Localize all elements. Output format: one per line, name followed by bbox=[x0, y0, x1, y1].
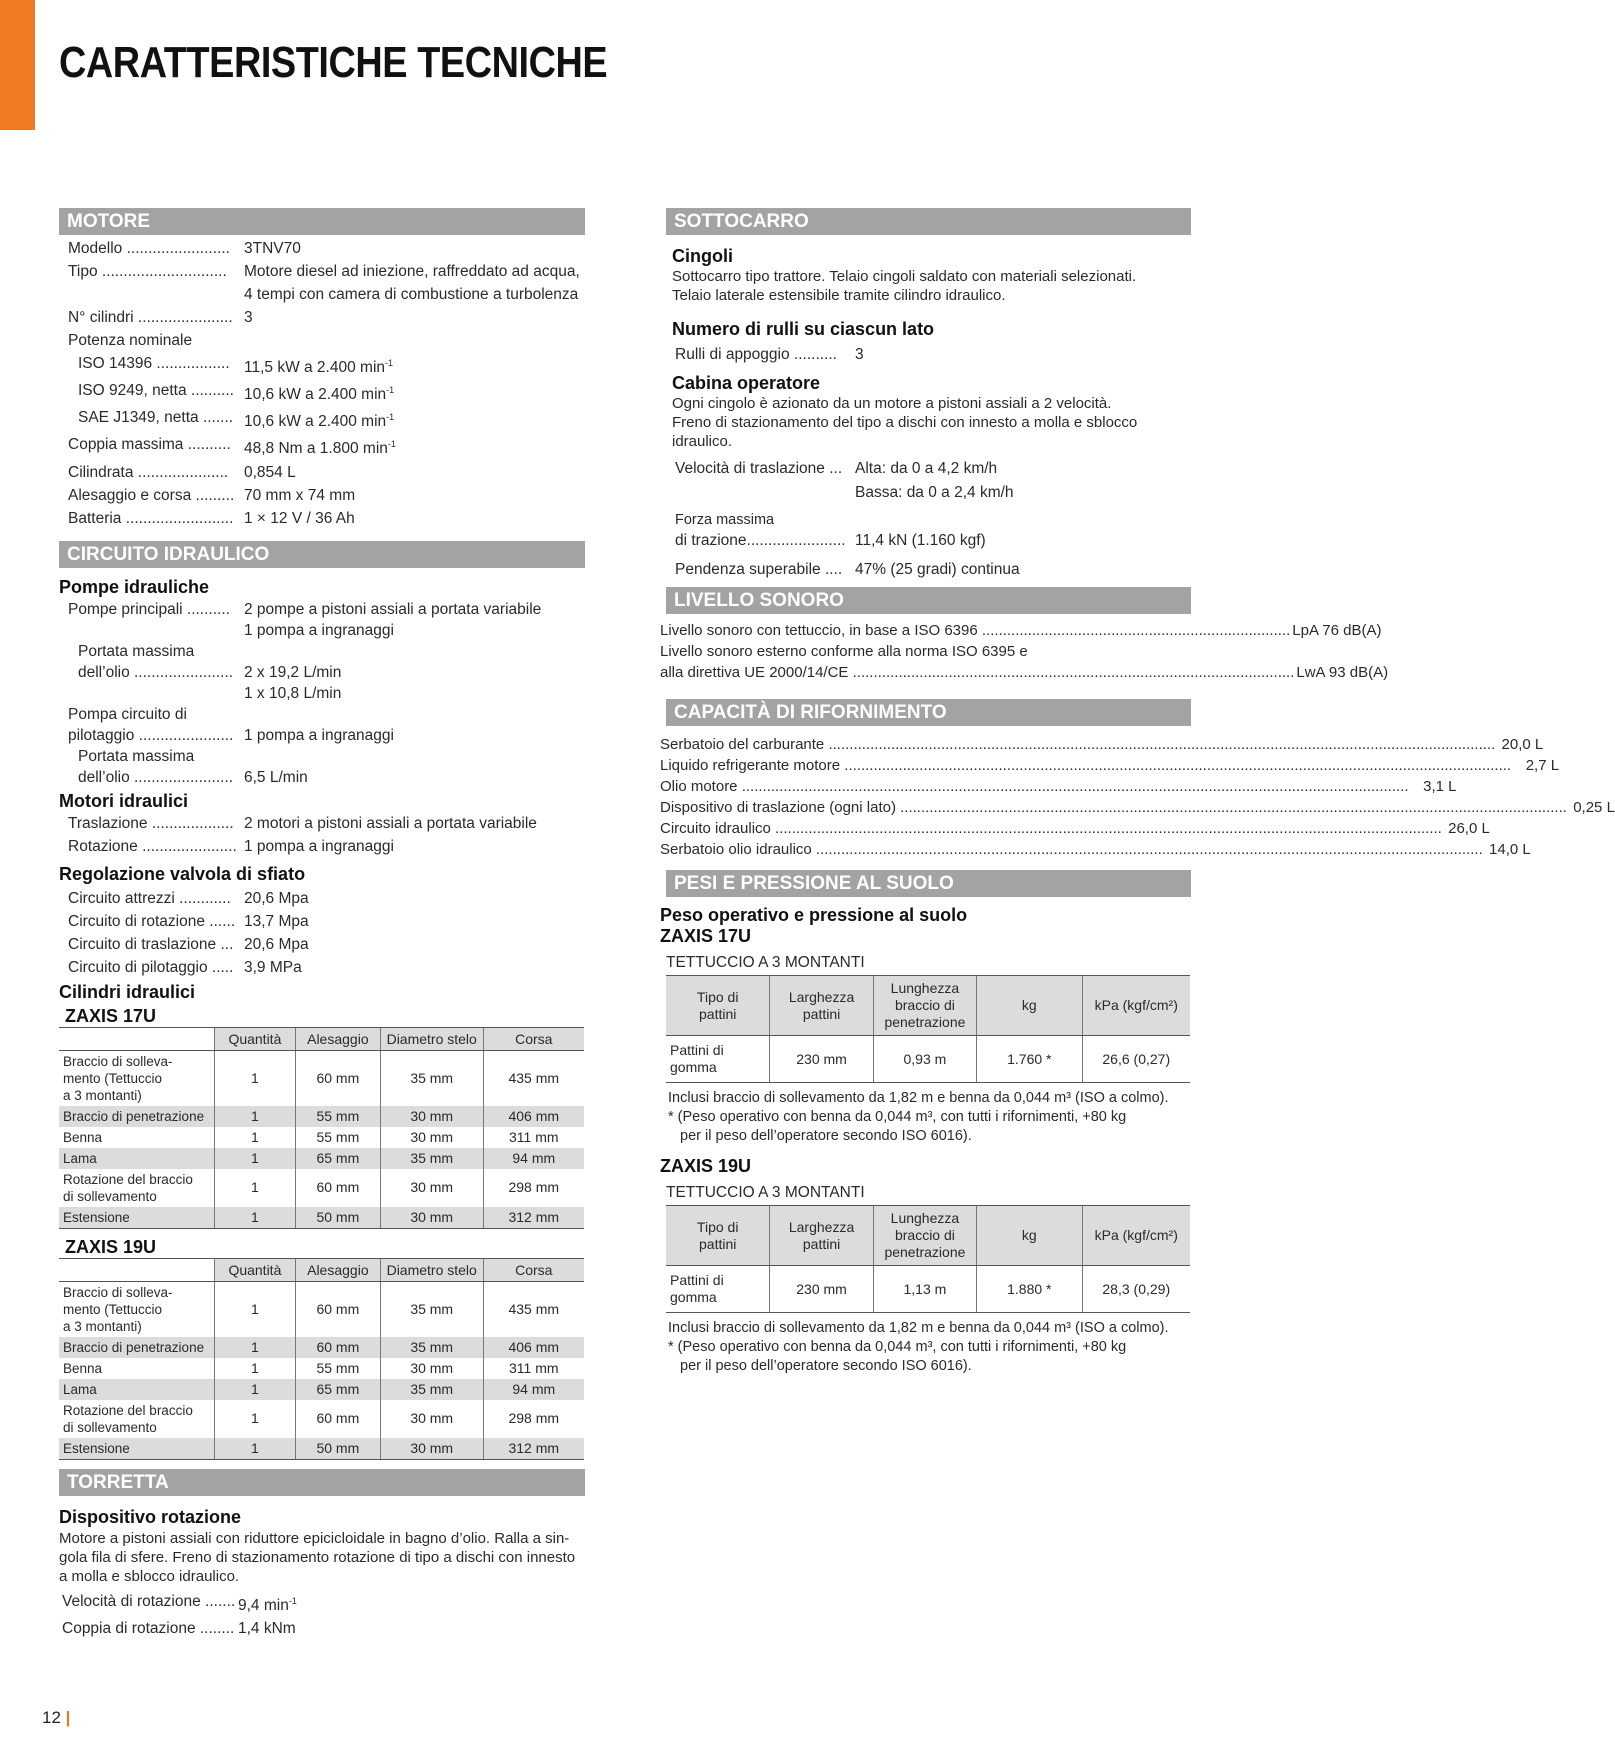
table-cell: 60 mm bbox=[295, 1050, 380, 1106]
table-cell: 1 bbox=[215, 1337, 296, 1358]
spec-value: 1 x 10,8 L/min bbox=[244, 684, 342, 702]
column-header: Larghezza pattini bbox=[770, 1206, 873, 1266]
table-cell: 1 bbox=[215, 1400, 296, 1438]
table-row bbox=[59, 1169, 584, 1207]
note-text: per il peso dell’operatore secondo ISO 6016). bbox=[680, 1128, 972, 1144]
spec-value: 20,6 Mpa bbox=[244, 935, 309, 953]
spec-row bbox=[68, 381, 585, 404]
dot-leader: .......................................................................................................... bbox=[848, 664, 1295, 681]
table-cell: Lama bbox=[59, 1148, 215, 1169]
table-row bbox=[59, 1281, 584, 1337]
tettuccio-label-17u: TETTUCCIO A 3 MONTANTI bbox=[666, 954, 865, 971]
left-column bbox=[59, 208, 585, 1642]
spec-value-velocita-bassa: Bassa: da 0 a 2,4 km/h bbox=[855, 484, 1014, 501]
capacita-row bbox=[660, 839, 1531, 860]
spec-value: 1 pompa a ingranaggi bbox=[244, 726, 394, 744]
spec-row bbox=[68, 509, 585, 528]
motore-spec-list bbox=[68, 239, 585, 528]
spec-row bbox=[68, 768, 585, 787]
table-cell: 1 bbox=[215, 1207, 296, 1229]
table-header-row bbox=[59, 1027, 584, 1050]
spec-value: 13,7 Mpa bbox=[244, 912, 309, 930]
unit-exponent: -1 bbox=[385, 358, 394, 368]
spec-label bbox=[68, 621, 244, 640]
section-header-sottocarro: SOTTOCARRO bbox=[666, 208, 1191, 235]
spec-row bbox=[68, 331, 585, 350]
table-cell: 30 mm bbox=[380, 1400, 483, 1438]
spec-row bbox=[68, 705, 585, 724]
spec-row bbox=[68, 408, 585, 431]
table-cell: Rotazione del braccio di sollevamento bbox=[63, 1171, 193, 1204]
spec-label-trazione: di trazione....................... bbox=[675, 532, 846, 549]
column-header bbox=[59, 1258, 215, 1281]
capacita-value: 2,7 L bbox=[1525, 757, 1560, 774]
sonoro-line-2 bbox=[660, 641, 1190, 662]
note-text: * (Peso operativo con benna da 0,044 m³, con tutti i rifornimenti, +80 kg bbox=[668, 1339, 1127, 1355]
spec-label: Batteria ......................... bbox=[68, 509, 234, 527]
footer-separator: | bbox=[65, 1708, 71, 1727]
spec-label: Velocità di rotazione ....... bbox=[62, 1592, 236, 1610]
spec-label: SAE J1349, netta ....... bbox=[78, 409, 234, 427]
table-cell: 30 mm bbox=[380, 1438, 483, 1460]
table-row bbox=[59, 1127, 584, 1148]
spec-label: Circuito di rotazione ...... bbox=[68, 912, 236, 930]
table-header-row bbox=[666, 1206, 1190, 1266]
pompe-spec-list bbox=[68, 600, 585, 787]
spec-label: Potenza nominale bbox=[68, 332, 193, 349]
table-cell: 30 mm bbox=[380, 1358, 483, 1379]
table-row bbox=[59, 1438, 584, 1460]
capacita-label: Liquido refrigerante motore bbox=[660, 757, 841, 774]
spec-label: Coppia di rotazione ........ bbox=[62, 1619, 235, 1637]
table-cell: 35 mm bbox=[380, 1050, 483, 1106]
spec-label: Traslazione ................... bbox=[68, 814, 234, 832]
table-cell: 50 mm bbox=[295, 1207, 380, 1229]
sonoro-value: LpA 76 dB(A) bbox=[1292, 622, 1382, 639]
spec-label-velocita: Velocità di traslazione ... bbox=[675, 460, 843, 477]
spec-row bbox=[68, 600, 585, 619]
spec-row bbox=[68, 726, 585, 745]
spec-label: Rotazione ...................... bbox=[68, 837, 237, 855]
spec-value: 1 pompa a ingranaggi bbox=[244, 621, 394, 639]
torretta-spec-list bbox=[62, 1592, 585, 1638]
section-header-livello-sonoro: LIVELLO SONORO bbox=[666, 587, 1191, 614]
spec-row bbox=[68, 935, 585, 954]
spec-row bbox=[68, 486, 585, 505]
spec-label: Pompe principali .......... bbox=[68, 600, 230, 618]
column-header bbox=[59, 1027, 215, 1050]
table-row bbox=[59, 1400, 584, 1438]
spec-row bbox=[68, 621, 585, 640]
spec-label: ISO 14396 ................. bbox=[78, 355, 230, 372]
table-cell: Braccio di solleva- mento (Tettuccio a 3 montanti) bbox=[63, 1284, 173, 1334]
capacita-value: 0,25 L bbox=[1573, 799, 1615, 816]
spec-value: 48,8 Nm a 1.800 $\min^{-1}$ bbox=[244, 439, 396, 458]
table-cell: 312 mm bbox=[483, 1207, 584, 1229]
spec-label bbox=[68, 684, 244, 703]
table-cell: 1 bbox=[215, 1438, 296, 1460]
table-cell: 311 mm bbox=[483, 1358, 584, 1379]
table-cell: Benna bbox=[63, 1129, 103, 1145]
subheading-dispositivo-rotazione: Dispositivo rotazione bbox=[59, 1506, 242, 1527]
table-cell: 406 mm bbox=[483, 1337, 584, 1358]
table-row bbox=[59, 1050, 584, 1106]
table-row bbox=[59, 1148, 584, 1169]
spec-label-forza: Forza massima bbox=[675, 512, 775, 528]
sonoro-block bbox=[660, 620, 1389, 683]
table-row bbox=[59, 1207, 584, 1229]
table-header-row bbox=[59, 1258, 584, 1281]
table-row bbox=[59, 1106, 584, 1127]
table-cell: 65 mm bbox=[295, 1379, 380, 1400]
spec-row bbox=[68, 285, 585, 304]
table-title-zaxis-17u: ZAXIS 17U bbox=[65, 1005, 157, 1026]
table-row bbox=[59, 1358, 584, 1379]
spec-label: Circuito attrezzi ............ bbox=[68, 889, 231, 907]
table-cell: 94 mm bbox=[483, 1148, 584, 1169]
section-header-motore: MOTORE bbox=[59, 208, 585, 235]
table-cell: 1 bbox=[215, 1050, 296, 1106]
table-cell: Estensione bbox=[59, 1207, 215, 1229]
table-cell: 65 mm bbox=[295, 1148, 380, 1169]
table-cell: 60 mm bbox=[295, 1400, 380, 1438]
spec-row bbox=[68, 642, 585, 661]
subheading-rulli: Numero di rulli su ciascun lato bbox=[672, 319, 935, 339]
pesi-notes-17u bbox=[668, 1089, 1191, 1146]
capacita-value: 26,0 L bbox=[1448, 820, 1490, 837]
sonoro-value: LwA 93 dB(A) bbox=[1296, 664, 1389, 681]
spec-value: 3,9 MPa bbox=[244, 958, 302, 976]
table-cell: 435 mm bbox=[483, 1050, 584, 1106]
table-cell: 30 mm bbox=[380, 1169, 483, 1207]
table-cell: 1 bbox=[215, 1379, 296, 1400]
table-cell: 1 bbox=[215, 1127, 296, 1148]
spec-value: 4 tempi con camera di combustione a turbolenza bbox=[244, 286, 579, 303]
table-cell: 311 mm bbox=[483, 1127, 584, 1148]
pesi-table-zaxis-17u bbox=[666, 975, 1190, 1083]
spec-value: 3TNV70 bbox=[244, 240, 301, 257]
spec-label: Circuito di pilotaggio ..... bbox=[68, 958, 234, 976]
spec-value: 2 motori a pistoni assiali a portata variabile bbox=[244, 814, 537, 832]
capacita-row bbox=[660, 755, 1560, 776]
capacita-row bbox=[660, 734, 1544, 755]
spec-value: 9,4 $\min^{-1}$ bbox=[238, 1595, 297, 1614]
table-cell: 94 mm bbox=[483, 1379, 584, 1400]
spec-label: Modello ........................ bbox=[68, 240, 230, 257]
table-cell: 55 mm bbox=[295, 1127, 380, 1148]
table-cell: 30 mm bbox=[380, 1127, 483, 1148]
spec-row bbox=[68, 308, 585, 327]
table-cell: Braccio di solleva- mento (Tettuccio a 3 montanti) bbox=[63, 1053, 173, 1103]
dot-leader: .......................................................................... bbox=[977, 622, 1291, 639]
model-title-zaxis-17u: ZAXIS 17U bbox=[660, 926, 752, 946]
spec-label: ISO 9249, netta .......... bbox=[78, 382, 234, 400]
subheading-motori: Motori idraulici bbox=[59, 790, 189, 811]
cabina-description: Ogni cingolo è azionato da un motore a pistoni assiali a 2 velocità. Freno di stazionamento del tipo a dischi con innesto a molla e sblocco idraulico. bbox=[672, 395, 1138, 450]
subheading-cilindri: Cilindri idraulici bbox=[59, 981, 196, 1002]
table-cell: 1,13 m bbox=[873, 1266, 976, 1313]
velocita-block bbox=[675, 457, 1191, 505]
spec-row-pendenza bbox=[675, 560, 1191, 579]
spec-label: Portata massima bbox=[78, 642, 195, 660]
right-column bbox=[660, 208, 1615, 1376]
spec-label: Tipo ............................. bbox=[68, 263, 227, 280]
capacita-value: 14,0 L bbox=[1489, 841, 1531, 858]
capacita-row bbox=[660, 776, 1457, 797]
spec-value-velocita-alta: Alta: da 0 a 4,2 km/h bbox=[855, 460, 998, 477]
spec-value: 47% (25 gradi) continua bbox=[855, 561, 1020, 578]
column-header: Lunghezza braccio di penetrazione bbox=[873, 976, 976, 1036]
spec-value-forza: 11,4 kN (1.160 kgf) bbox=[855, 532, 986, 549]
capacita-label: Serbatoio olio idraulico bbox=[660, 841, 812, 858]
capacita-row bbox=[660, 797, 1615, 818]
capacita-label: Serbatoio del carburante bbox=[660, 736, 825, 753]
column-header: kg bbox=[977, 1206, 1082, 1266]
spec-label: dell’olio ....................... bbox=[78, 768, 234, 786]
spec-value: 20,6 Mpa bbox=[244, 889, 309, 907]
spec-value bbox=[244, 642, 585, 661]
spec-value bbox=[244, 705, 585, 724]
column-header: Alesaggio bbox=[295, 1027, 380, 1050]
dot-leader: ................................................................................................................................................................ bbox=[770, 820, 1442, 837]
table-cell: 298 mm bbox=[483, 1400, 584, 1438]
column-header: Quantità bbox=[215, 1027, 296, 1050]
table-cell: Rotazione del braccio di sollevamento bbox=[63, 1402, 193, 1435]
spec-value: 1 pompa a ingranaggi bbox=[244, 837, 394, 855]
spec-row bbox=[68, 435, 585, 458]
dot-leader: ................................................................................................................................................................ bbox=[811, 841, 1483, 858]
sonoro-label: Livello sonoro esterno conforme alla norma ISO 6395 e bbox=[660, 643, 1028, 660]
table-cell: 298 mm bbox=[483, 1169, 584, 1207]
capacita-value: 3,1 L bbox=[1423, 778, 1457, 795]
note-text: Inclusi braccio di sollevamento da 1,82 m e benna da 0,044 m³ (ISO a colmo). bbox=[668, 1320, 1169, 1336]
dot-leader: ................................................................................................................................................................ bbox=[840, 757, 1512, 774]
subheading-cingoli: Cingoli bbox=[672, 246, 733, 266]
capacita-label: Dispositivo di traslazione (ogni lato) bbox=[660, 799, 896, 816]
spec-row bbox=[68, 747, 585, 766]
spec-label: Cilindrata ..................... bbox=[68, 463, 229, 481]
column-header: Alesaggio bbox=[295, 1258, 380, 1281]
subheading-cabina: Cabina operatore bbox=[672, 373, 821, 393]
sonoro-label: alla direttiva UE 2000/14/CE bbox=[660, 664, 849, 681]
spec-value: 1 × 12 V / 36 Ah bbox=[244, 509, 355, 527]
capacita-label: Circuito idraulico bbox=[660, 820, 771, 837]
spec-value: 1,4 kNm bbox=[238, 1619, 296, 1637]
column-header: Tipo di pattini bbox=[666, 976, 770, 1036]
motori-spec-list bbox=[68, 814, 585, 856]
spec-label: Alesaggio e corsa ......... bbox=[68, 486, 235, 504]
spec-value: 3 bbox=[244, 309, 253, 326]
torretta-description: Motore a pistoni assiali con riduttore epicicloidale in bagno d’olio. Ralla a sin- gola fila di sfere. Freno di stazionamento rotazione di tipo a dischi con innesto a molla e sblocco idraulico. bbox=[59, 1529, 576, 1585]
table-header-row bbox=[666, 976, 1190, 1036]
column-header: Quantità bbox=[215, 1258, 296, 1281]
table-cell: 55 mm bbox=[295, 1358, 380, 1379]
page-title: CARATTERISTICHE TECNICHE bbox=[59, 38, 608, 87]
capacita-list bbox=[660, 734, 1615, 860]
spec-value: 11,5 kW a 2.400 $\min^{-1}$ bbox=[244, 358, 394, 377]
sonoro-line-3 bbox=[660, 662, 1389, 683]
pesi-table-zaxis-19u bbox=[666, 1205, 1190, 1313]
table-cell: 35 mm bbox=[380, 1148, 483, 1169]
column-header: kPa (kgf/cm²) bbox=[1082, 1206, 1190, 1266]
table-row bbox=[59, 1379, 584, 1400]
subheading-valvola: Regolazione valvola di sfiato bbox=[59, 863, 306, 884]
column-header: kg bbox=[977, 976, 1082, 1036]
capacita-row bbox=[660, 818, 1490, 839]
table-cell: 1 bbox=[215, 1148, 296, 1169]
section-header-capacita: CAPACITÀ DI RIFORNIMENTO bbox=[666, 699, 1191, 726]
table-cell: 1.760 * bbox=[977, 1036, 1082, 1083]
subheading-peso-operativo: Peso operativo e pressione al suolo bbox=[660, 905, 968, 925]
cilindri-table-zaxis-19u bbox=[59, 1258, 584, 1460]
column-header: Diametro stelo bbox=[380, 1258, 483, 1281]
section-header-circuito-idraulico: CIRCUITO IDRAULICO bbox=[59, 541, 585, 568]
column-header: Corsa bbox=[483, 1258, 584, 1281]
spec-label: Circuito di traslazione ... bbox=[68, 935, 234, 953]
dot-leader: ................................................................................................................................................................ bbox=[737, 778, 1409, 795]
spec-value: 2 pompe a pistoni assiali a portata variabile bbox=[244, 600, 542, 618]
table-cell: 1 bbox=[215, 1169, 296, 1207]
table-cell: 312 mm bbox=[483, 1438, 584, 1460]
page-number: 12 bbox=[42, 1708, 61, 1727]
note-text: per il peso dell’operatore secondo ISO 6016). bbox=[680, 1358, 972, 1374]
valvola-spec-list bbox=[68, 889, 585, 977]
table-cell: 30 mm bbox=[380, 1106, 483, 1127]
spec-row bbox=[68, 663, 585, 682]
table-cell: 30 mm bbox=[380, 1207, 483, 1229]
column-header: Lunghezza braccio di penetrazione bbox=[873, 1206, 976, 1266]
page-footer bbox=[42, 1708, 70, 1728]
spec-value: 10,6 kW a 2.400 $\min^{-1}$ bbox=[244, 412, 395, 431]
spec-label: pilotaggio ...................... bbox=[68, 726, 234, 744]
table-cell: Estensione bbox=[59, 1438, 215, 1460]
spec-row bbox=[68, 262, 585, 281]
table-cell: 50 mm bbox=[295, 1438, 380, 1460]
capacita-label: Olio motore bbox=[660, 778, 738, 795]
spec-value: 0,854 L bbox=[244, 463, 296, 481]
table-cell: Pattini di gomma bbox=[666, 1266, 770, 1313]
orange-accent-bar bbox=[0, 0, 35, 130]
table-cell: 35 mm bbox=[380, 1379, 483, 1400]
table-cell: 230 mm bbox=[770, 1036, 873, 1083]
section-header-torretta: TORRETTA bbox=[59, 1469, 585, 1496]
table-cell: 0,93 m bbox=[873, 1036, 976, 1083]
column-header: Tipo di pattini bbox=[666, 1206, 770, 1266]
spec-value bbox=[244, 747, 585, 766]
unit-exponent: -1 bbox=[386, 412, 395, 423]
unit-exponent: -1 bbox=[386, 385, 395, 396]
spec-row-rulli bbox=[675, 345, 1191, 364]
spec-value: 3 bbox=[855, 346, 864, 363]
cingoli-description: Sottocarro tipo trattore. Telaio cingoli saldato con materiali selezionati. Telaio laterale estensibile tramite cilindro idraulico. bbox=[672, 268, 1137, 304]
subheading-pompe: Pompe idrauliche bbox=[59, 576, 210, 597]
tettuccio-label-19u: TETTUCCIO A 3 MONTANTI bbox=[666, 1184, 865, 1201]
spec-value: 10,6 kW a 2.400 $\min^{-1}$ bbox=[244, 385, 395, 404]
table-cell: 55 mm bbox=[295, 1106, 380, 1127]
spec-row bbox=[68, 912, 585, 931]
table-cell: 35 mm bbox=[380, 1281, 483, 1337]
spec-row bbox=[68, 958, 585, 977]
table-cell: 1 bbox=[215, 1106, 296, 1127]
spec-label: Rulli di appoggio .......... bbox=[675, 346, 837, 363]
dot-leader: ................................................................................................................................................................ bbox=[895, 799, 1567, 816]
spec-value: Motore diesel ad iniezione, raffreddato ad acqua, bbox=[244, 263, 580, 280]
table-row bbox=[59, 1337, 584, 1358]
note-text: * (Peso operativo con benna da 0,044 m³, con tutti i rifornimenti, +80 kg bbox=[668, 1109, 1127, 1125]
table-cell: 60 mm bbox=[295, 1281, 380, 1337]
table-cell: 60 mm bbox=[295, 1337, 380, 1358]
dot-leader: ................................................................................................................................................................ bbox=[824, 736, 1496, 753]
spec-row bbox=[68, 354, 585, 377]
table-cell: Braccio di penetrazione bbox=[59, 1337, 215, 1358]
spec-row bbox=[62, 1619, 585, 1638]
table-row bbox=[666, 1036, 1190, 1083]
spec-value: 2 x 19,2 L/min bbox=[244, 663, 342, 681]
spec-label: Coppia massima .......... bbox=[68, 436, 231, 454]
sonoro-label: Livello sonoro con tettuccio, in base a ISO 6396 bbox=[660, 622, 978, 639]
spec-value: 6,5 L/min bbox=[244, 768, 308, 786]
table-cell: Lama bbox=[59, 1379, 215, 1400]
cilindri-table-zaxis-17u bbox=[59, 1027, 584, 1229]
table-cell: 1 bbox=[215, 1358, 296, 1379]
sonoro-line-1 bbox=[660, 620, 1382, 641]
spec-row bbox=[68, 239, 585, 258]
spec-label: Pompa circuito di bbox=[68, 705, 187, 723]
table-cell: Pattini di gomma bbox=[666, 1036, 770, 1083]
table-cell: 1 bbox=[215, 1281, 296, 1337]
table-cell: 406 mm bbox=[483, 1106, 584, 1127]
column-header: Diametro stelo bbox=[380, 1027, 483, 1050]
pesi-notes-19u bbox=[668, 1319, 1191, 1376]
table-cell: Benna bbox=[63, 1360, 103, 1376]
unit-exponent: -1 bbox=[387, 439, 396, 450]
spec-row bbox=[62, 1592, 585, 1615]
table-cell: 230 mm bbox=[770, 1266, 873, 1313]
table-cell: 28,3 (0,29) bbox=[1082, 1266, 1190, 1313]
spec-value: 70 mm x 74 mm bbox=[244, 486, 356, 504]
spec-value bbox=[244, 331, 585, 350]
spec-label: dell’olio ....................... bbox=[78, 663, 234, 681]
unit-exponent: -1 bbox=[288, 1595, 297, 1606]
capacita-value: 20,0 L bbox=[1501, 736, 1544, 753]
spec-label bbox=[68, 285, 244, 304]
spec-label: N° cilindri ...................... bbox=[68, 309, 233, 326]
spec-row bbox=[68, 889, 585, 908]
column-header: kPa (kgf/cm²) bbox=[1082, 976, 1190, 1036]
table-cell: 435 mm bbox=[483, 1281, 584, 1337]
spec-label: Pendenza superabile .... bbox=[675, 561, 843, 578]
note-text: Inclusi braccio di sollevamento da 1,82 m e benna da 0,044 m³ (ISO a colmo). bbox=[668, 1090, 1169, 1106]
spec-row bbox=[68, 684, 585, 703]
table-row bbox=[666, 1266, 1190, 1313]
column-header: Corsa bbox=[483, 1027, 584, 1050]
table-cell: 35 mm bbox=[380, 1337, 483, 1358]
model-title-zaxis-19u: ZAXIS 19U bbox=[660, 1156, 752, 1176]
table-cell: 60 mm bbox=[295, 1169, 380, 1207]
table-cell: 1.880 * bbox=[977, 1266, 1082, 1313]
spec-row bbox=[68, 814, 585, 833]
table-title-zaxis-19u: ZAXIS 19U bbox=[65, 1236, 157, 1257]
column-header: Larghezza pattini bbox=[770, 976, 873, 1036]
spec-row bbox=[68, 837, 585, 856]
forza-block bbox=[675, 511, 1191, 552]
section-header-pesi: PESI E PRESSIONE AL SUOLO bbox=[666, 870, 1191, 897]
spec-row bbox=[68, 463, 585, 482]
table-cell: Braccio di penetrazione bbox=[59, 1106, 215, 1127]
table-cell: 26,6 (0,27) bbox=[1082, 1036, 1190, 1083]
spec-label: Portata massima bbox=[78, 747, 195, 765]
